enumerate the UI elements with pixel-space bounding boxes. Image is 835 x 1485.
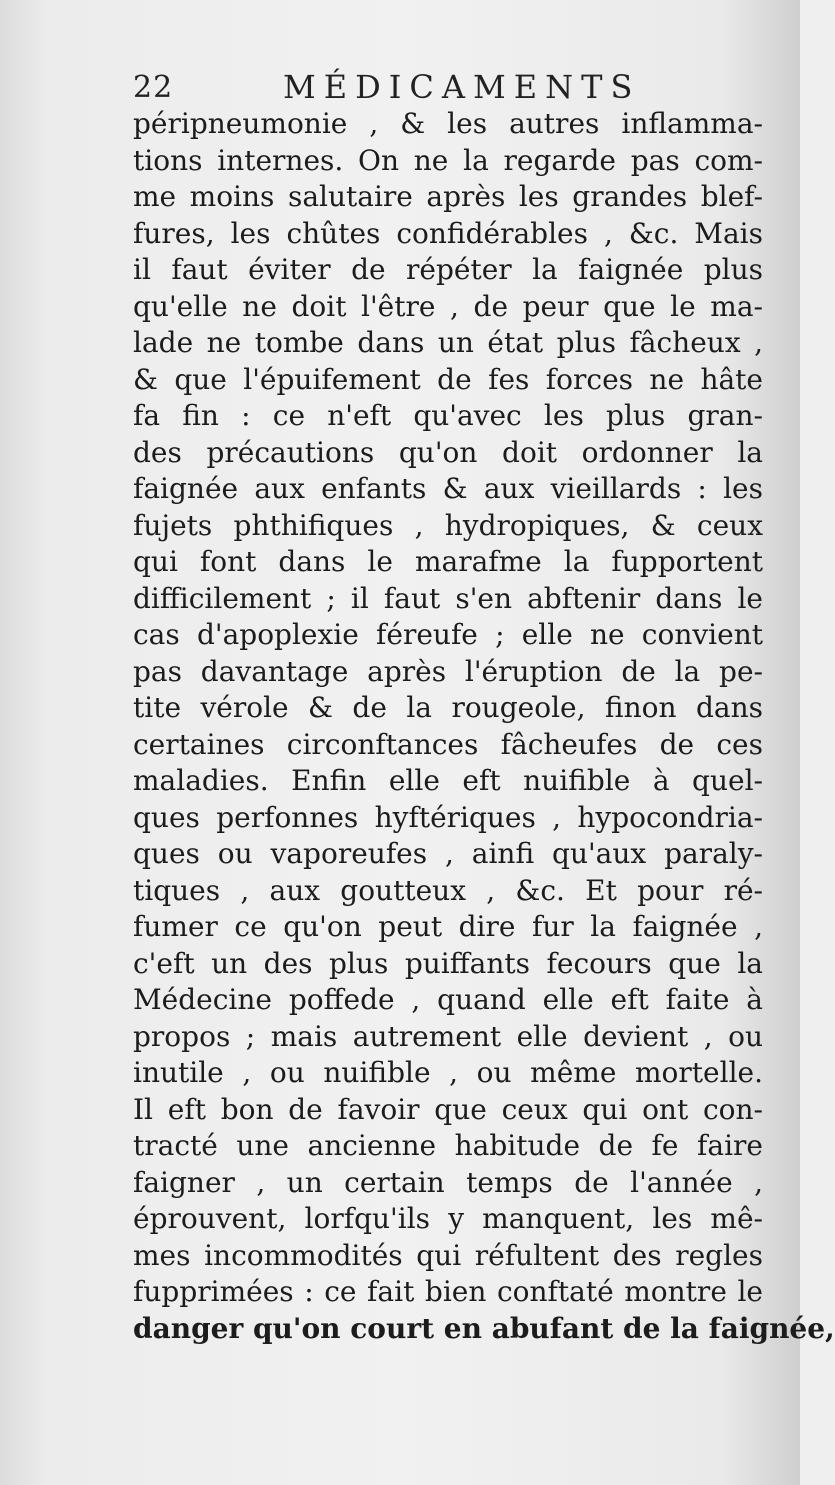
text-line: ques ou vaporeufes , ainfi qu'aux paraly- xyxy=(133,837,763,870)
text-line: faignée aux enfants & aux vieillards : les xyxy=(133,472,763,505)
text-line: lade ne tombe dans un état plus fâcheux , xyxy=(133,326,763,359)
text-line: Il eft bon de favoir que ceux qui ont con- xyxy=(133,1092,763,1126)
text-line: inutile , ou nuifible , ou même mortelle. xyxy=(133,1056,763,1089)
text-line: fures, les chûtes confidérables , &c. Mais xyxy=(133,216,763,250)
text-line: qui font dans le marafme la fupportent xyxy=(133,545,763,578)
text-line: fumer ce qu'on peut dire fur la faignée , xyxy=(133,910,763,943)
text-line: il faut éviter de répéter la faignée plus xyxy=(133,253,763,286)
text-line: propos ; mais autrement elle devient , ou xyxy=(133,1019,763,1053)
text-line: fupprimées : ce fait bien conftaté montre le xyxy=(133,1275,763,1308)
text-line: faigner , un certain temps de l'année , xyxy=(133,1165,763,1199)
text-line: & que l'épuifement de fes forces ne hâte xyxy=(133,362,763,396)
text-line: difficilement ; il faut s'en abftenir dans le xyxy=(133,581,763,615)
text-line: danger qu'on court en abufant de la faignée, xyxy=(133,1311,835,1345)
text-line: des précautions qu'on doit ordonner la xyxy=(133,435,763,469)
text-line: tracté une ancienne habitude de fe faire xyxy=(133,1129,763,1162)
text-line: tite vérole & de la rougeole, finon dans xyxy=(133,691,763,724)
text-line: éprouvent, lorfqu'ils y manquent, les mê- xyxy=(133,1202,763,1235)
text-line: certaines circonftances fâcheufes de ces xyxy=(133,727,763,761)
text-line: ques perfonnes hyftériques , hypocondria- xyxy=(133,800,763,834)
text-line: mes incommodités qui réfultent des regles xyxy=(133,1238,763,1272)
text-line: Médecine poffede , quand elle eft faite à xyxy=(133,983,763,1016)
text-line: maladies. Enfin elle eft nuifible à quel- xyxy=(133,764,763,797)
page-header xyxy=(133,68,763,108)
page-number: 22 xyxy=(133,70,174,105)
text-line: cas d'apoplexie féreufe ; elle ne convient xyxy=(133,618,763,651)
text-line: péripneumonie , & les autres inflamma- xyxy=(133,107,763,140)
text-line: fujets phthifiques , hydropiques, & ceux xyxy=(133,508,763,542)
text-line: c'eft un des plus puiffants fecours que la xyxy=(133,946,763,980)
body-text xyxy=(133,106,835,1347)
running-title: MÉDICAMENTS xyxy=(283,68,641,106)
text-line: fa fin : ce n'eft qu'avec les plus gran- xyxy=(133,399,763,432)
text-line: qu'elle ne doit l'être , de peur que le ma- xyxy=(133,289,763,323)
text-line: pas davantage après l'éruption de la pe- xyxy=(133,654,763,688)
text-line: tions internes. On ne la regarde pas com- xyxy=(133,143,763,177)
text-line: me moins salutaire après les grandes blef- xyxy=(133,180,763,213)
text-line: tiques , aux goutteux , &c. Et pour ré- xyxy=(133,873,763,907)
